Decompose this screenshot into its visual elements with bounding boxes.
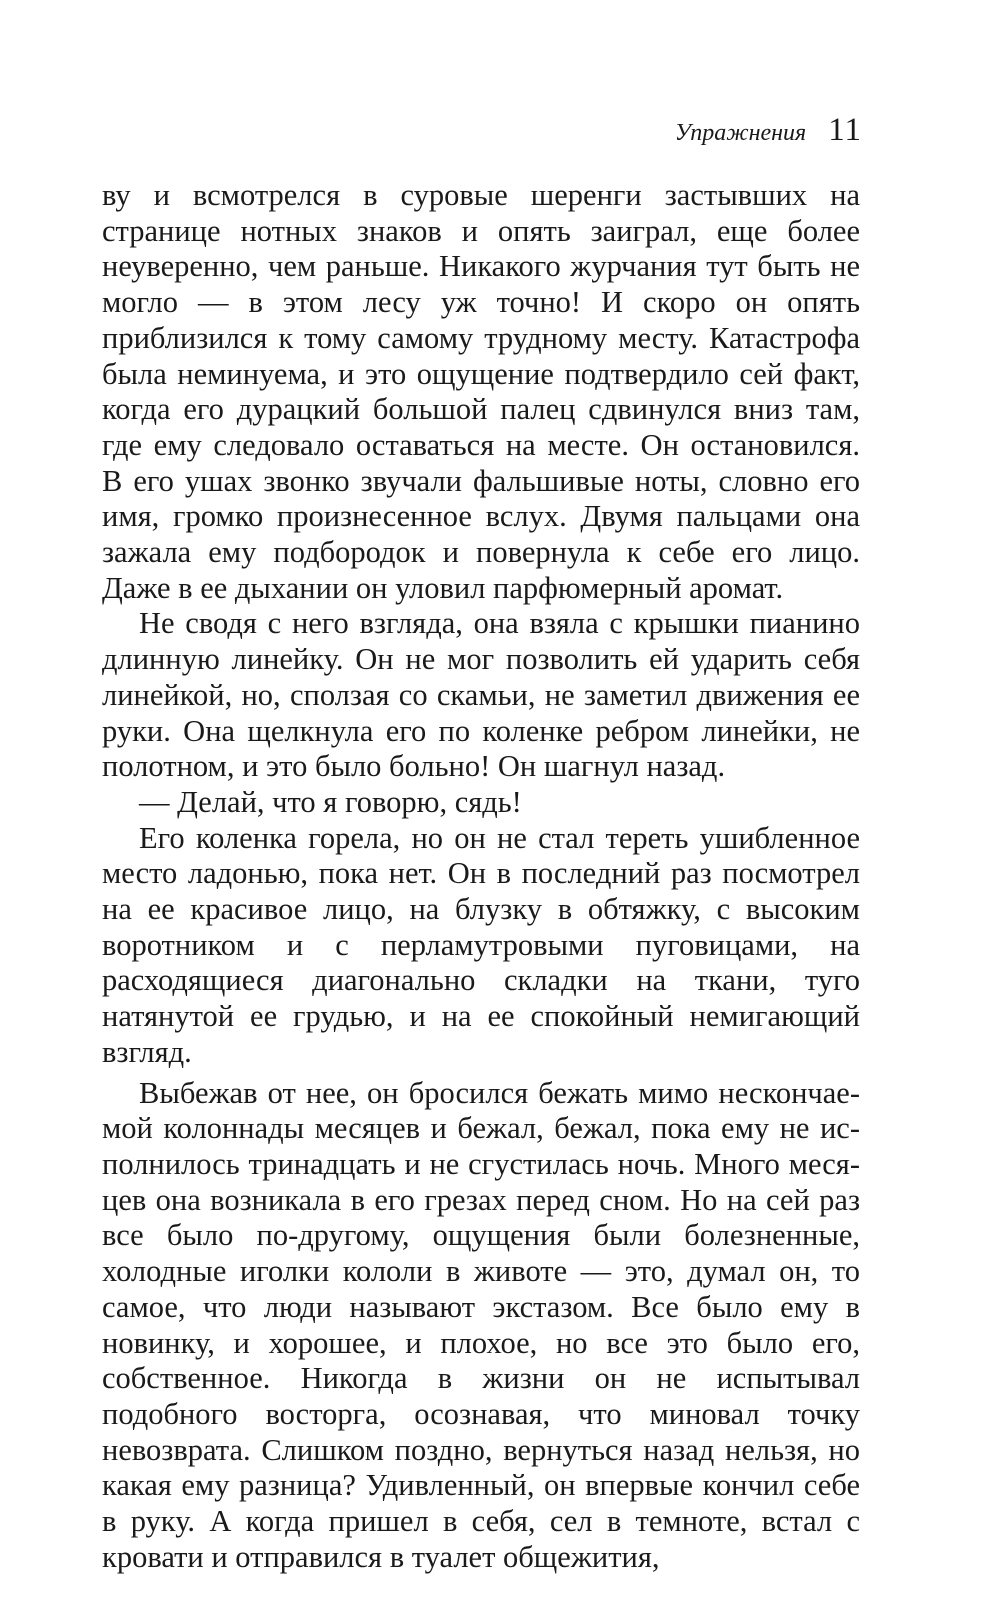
running-head — [675, 112, 862, 149]
paragraph-dialogue: — Делай, что я говорю, сядь! — [139, 784, 522, 819]
paragraph-ruler: Не сводя с него взгляда, она взяла с крышки пианино длинную линейку. Он не мог позволить ей ударить себя линейкой, но, сползая со скамьи, не заметил движения ее руки. Она щелкнула его по коленке ребром линейки, не полотном, и это было больно! Он шагнул назад. — [102, 606, 860, 784]
running-title: Упражнения — [674, 120, 807, 146]
paragraph-knee: Его коленка горела, но он не стал тереть ушибленное место ладонью, пока нет. Он в последний раз посмотрел на ее красивое лицо, на блузку в обтяжку, с высоким воротником и с перламутровыми пуговицами, на расходящиеся диагонально складки на ткани, туго натянутой ее грудью, и на ее спокойный немигающий взгляд. — [102, 820, 860, 1069]
paragraph-continuation: ву и всмотрелся в суровые шеренги застывших на странице нотных знаков и опять заиграл, еще более неуверенно, чем раньше. Никакого журчания тут быть не могло — в этом лесу уж точно! И скоро он опять приблизился к тому самому трудному месту. Катастрофа была неминуема, и это ощущение подтвердило сей факт, когда его дурацкий большой палец сдвинулся вниз там, где ему следовало оставаться на месте. Он остановился. В его ушах звонко звучали фальшивые ноты, словно его имя, громко произнесенное вслух. Двумя пальцами она зажала ему подбородок и повернула к себе его лицо. Даже в ее дыхании он уловил парфюмерный аромат. — [102, 178, 860, 605]
body-text — [102, 178, 860, 1575]
paragraph-running: Выбежав от нее, он бросился бежать мимо нескончаемой колоннады месяцев и бежал, бежал, пока ему не исполнилось тринадцать и не сгустилась ночь. Много месяцев она возникала в его грезах перед сном. Но на сей раз все было по-другому, ощущения были болезненные, холодные иголки кололи в животе — это, думал он, то самое, что люди называют экстазом. Все было ему в новинку, и хорошее, и плохое, но все это было его, собственное. Никогда в жизни он не испытывал подобного восторга, осознавая, что миновал точку невозврата. Слишком поздно, вернуться назад нельзя, но какая ему разница? Удивленный, он впервые кончил себе в руку. А когда пришел в себя, сел в темноте, встал с кровати и отправился в туалет общежития, — [102, 1075, 860, 1574]
page-number: 11 — [828, 112, 862, 148]
